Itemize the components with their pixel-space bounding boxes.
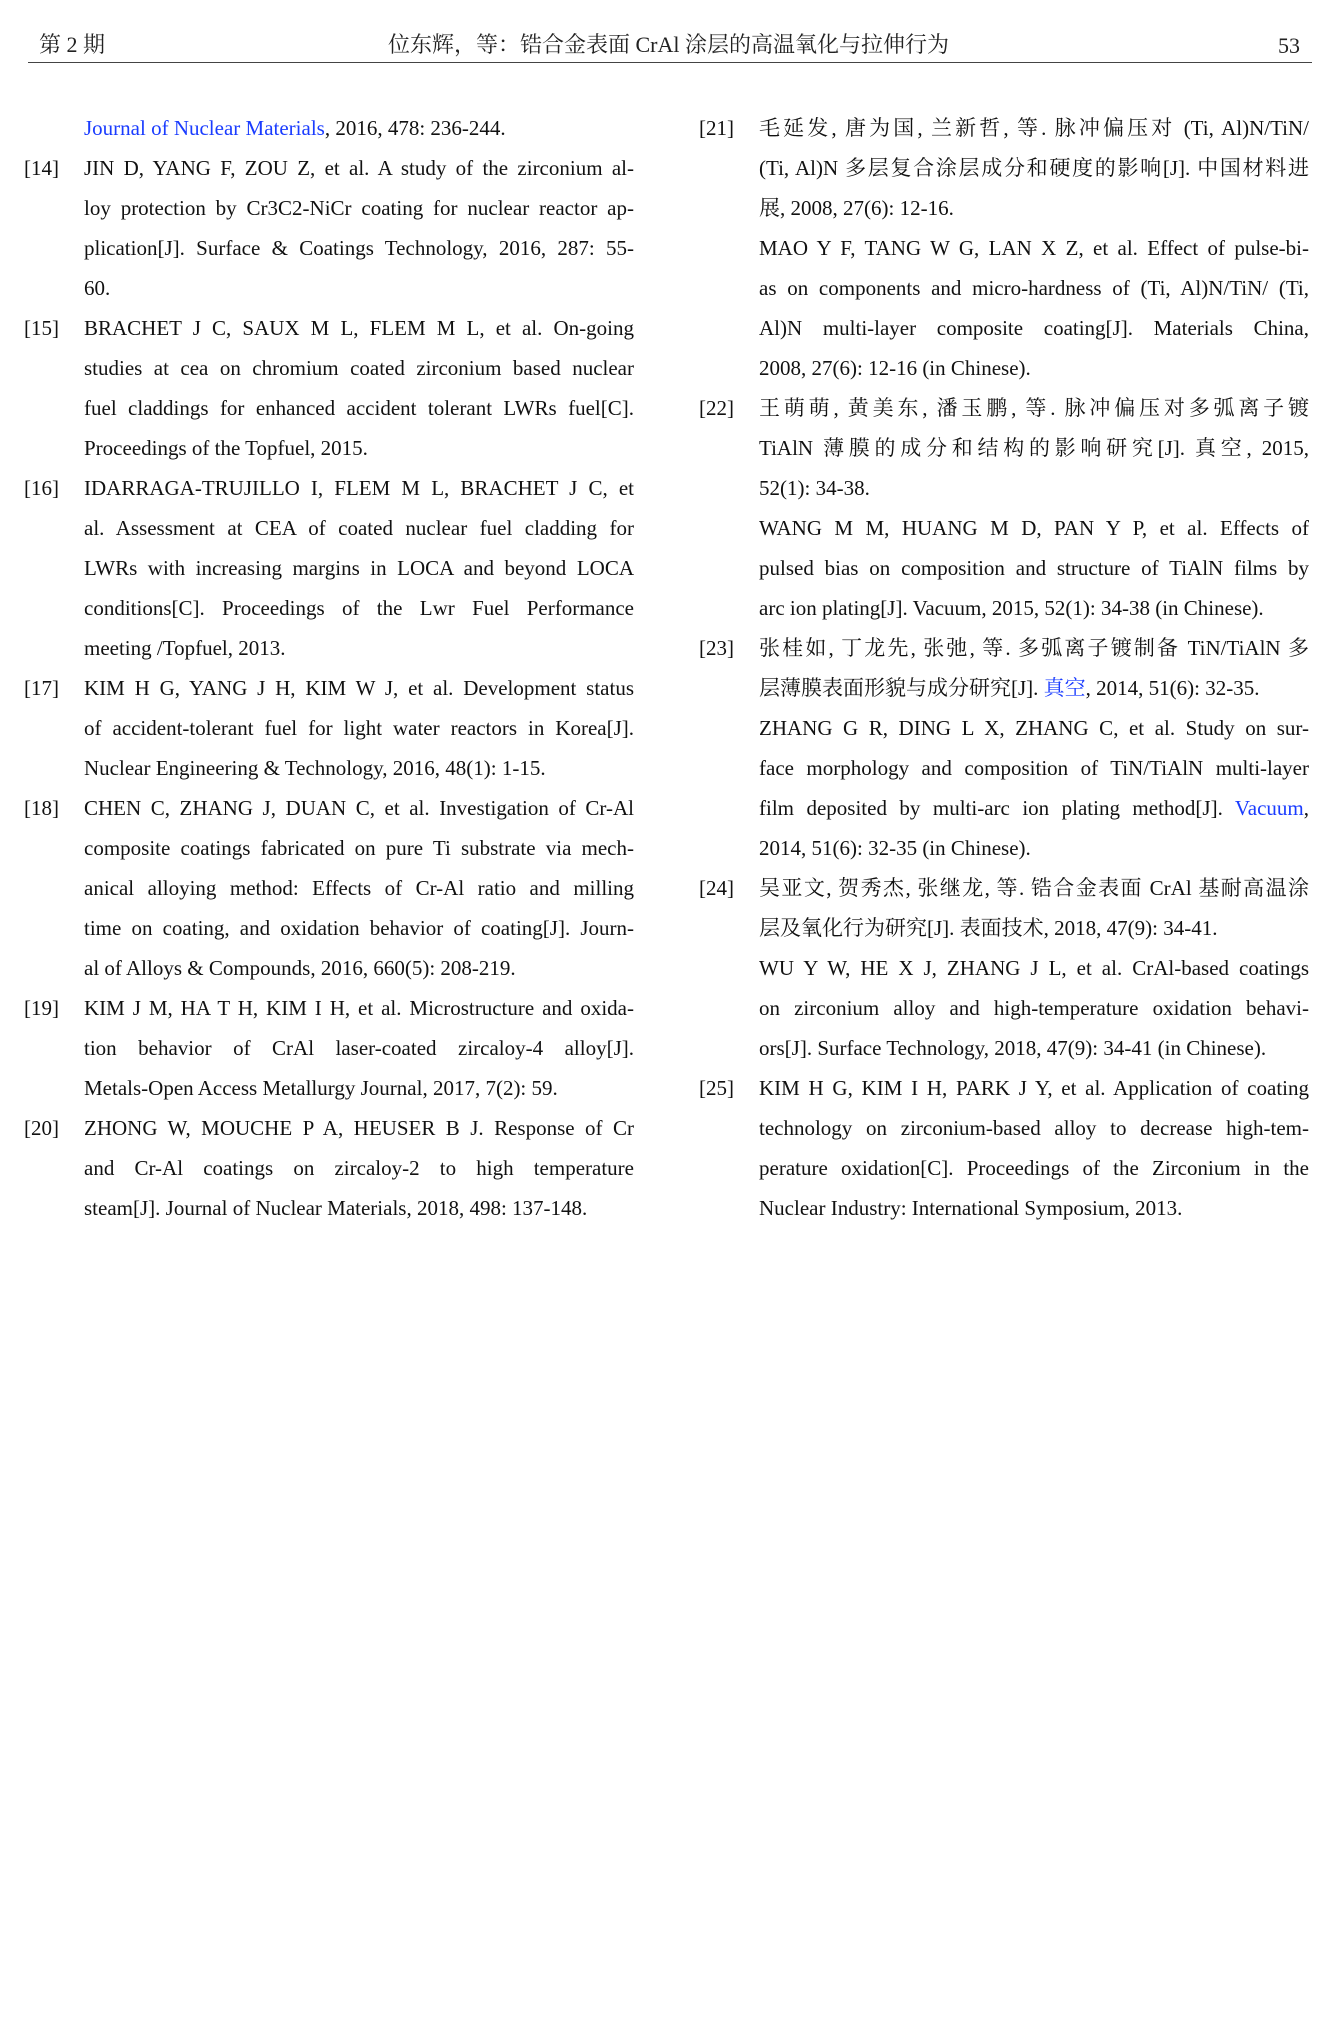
reference-line: fuel claddings for enhanced accident tolerant LWRs fuel[C]. [84,396,634,420]
running-title: 位东辉，等：锆合金表面 CrAl 涂层的高温氧化与拉伸行为 [388,32,950,57]
reference-text: , 2014, 51(6): 32-35. [1085,676,1260,700]
journal-link[interactable]: Vacuum [1234,796,1304,820]
reference-line: and Cr-Al coatings on zircaloy-2 to high temperature [84,1156,634,1180]
reference-line: steam[J]. Journal of Nuclear Materials, 2018, 498: 137-148. [84,1196,588,1220]
reference-line: BRACHET J C, SAUX M L, FLEM M L, et al. On-going [84,316,634,340]
reference-line: loy protection by Cr3C2-NiCr coating for nuclear reactor ap- [84,196,634,220]
reference-line: 2008, 27(6): 12-16 (in Chinese). [759,356,1031,380]
header-rule [28,62,1312,63]
reference-number: [23] [699,636,734,660]
reference-number: [15] [24,316,59,340]
reference-line: IDARRAGA-TRUJILLO I, FLEM M L, BRACHET J C, et [84,476,634,500]
reference-entry [699,1068,1309,1228]
reference-line: CHEN C, ZHANG J, DUAN C, et al. Investigation of Cr-Al [84,796,634,820]
reference-line: as on components and micro-hardness of (Ti, Al)N/TiN/ (Ti, [759,276,1309,300]
reference-number: [21] [699,116,734,140]
reference-line: JIN D, YANG F, ZOU Z, et al. A study of the zirconium al- [84,156,634,180]
reference-entry [24,308,634,468]
reference-line: 52(1): 34-38. [759,476,870,500]
reference-number: [22] [699,396,734,420]
reference-line: al. Assessment at CEA of coated nuclear fuel cladding for [84,516,634,540]
reference-entry [24,468,634,668]
reference-column-left [24,108,634,1228]
reference-line: (Ti, Al)N 多层复合涂层成分和硬度的影响[J]. 中国材料进 [759,156,1309,180]
reference-entry [699,108,1309,388]
reference-entry [24,788,634,988]
reference-entry [24,108,634,148]
reference-line: WU Y W, HE X J, ZHANG J L, et al. CrAl-based coatings [759,956,1309,980]
reference-line: pulsed bias on composition and structure of TiAlN films by [759,556,1309,580]
reference-line: 吴亚文, 贺秀杰, 张继龙, 等. 锆合金表面 CrAl 基耐高温涂 [759,876,1309,900]
reference-line: 张桂如, 丁龙先, 张弛, 等. 多弧离子镀制备 TiN/TiAlN 多 [759,636,1309,660]
reference-line: tion behavior of CrAl laser-coated zircaloy-4 alloy[J]. [84,1036,634,1060]
reference-line: ZHANG G R, DING L X, ZHANG C, et al. Study on sur- [759,716,1309,740]
reference-number: [14] [24,156,59,180]
reference-line: anical alloying method: Effects of Cr-Al ratio and milling [84,876,634,900]
reference-line: on zirconium alloy and high-temperature oxidation behavi- [759,996,1309,1020]
reference-line [759,788,1309,828]
reference-text: 层薄膜表面形貌与成分研究[J]. [759,676,1044,700]
reference-entry [24,988,634,1108]
reference-text: , [1303,796,1309,820]
reference-line: WANG M M, HUANG M D, PAN Y P, et al. Effects of [759,516,1309,540]
reference-number: [19] [24,996,59,1020]
reference-line: Proceedings of the Topfuel, 2015. [84,436,368,460]
reference-line: Nuclear Engineering & Technology, 2016, 48(1): 1-15. [84,756,546,780]
reference-number: [25] [699,1076,734,1100]
reference-line: face morphology and composition of TiN/TiAlN multi-layer [759,756,1309,780]
reference-line: KIM H G, KIM I H, PARK J Y, et al. Application of coating [759,1076,1309,1100]
reference-line: LWRs with increasing margins in LOCA and beyond LOCA [84,556,634,580]
reference-line: 毛延发, 唐为国, 兰新哲, 等. 脉冲偏压对 (Ti, Al)N/TiN/ [759,116,1309,140]
reference-line: 王萌萌, 黄美东, 潘玉鹏, 等. 脉冲偏压对多弧离子镀 [759,396,1309,420]
reference-line: KIM J M, HA T H, KIM I H, et al. Microstructure and oxida- [84,996,634,1020]
journal-link[interactable]: 真空 [1043,676,1086,700]
reference-line [84,108,634,148]
reference-entry [24,148,634,308]
reference-number: [20] [24,1116,59,1140]
reference-number: [24] [699,876,734,900]
reference-text: film deposited by multi-arc ion plating method[J]. [759,796,1235,820]
reference-entry [24,1108,634,1228]
reference-number: [16] [24,476,59,500]
issue-number: 第 2 期 [39,32,106,57]
reference-entry [699,868,1309,1068]
reference-column-right [699,108,1309,1228]
reference-line: 60. [84,276,111,300]
reference-number: [17] [24,676,59,700]
reference-line: of accident-tolerant fuel for light water reactors in Korea[J]. [84,716,634,740]
reference-text: , 2016, 478: 236-244. [324,116,506,140]
reference-line: arc ion plating[J]. Vacuum, 2015, 52(1): 34-38 (in Chinese). [759,596,1264,620]
page-number: 53 [1278,33,1300,58]
reference-line: perature oxidation[C]. Proceedings of the Zirconium in the [759,1156,1309,1180]
reference-line: studies at cea on chromium coated zirconium based nuclear [84,356,634,380]
reference-line: Metals-Open Access Metallurgy Journal, 2017, 7(2): 59. [84,1076,558,1100]
reference-line: meeting /Topfuel, 2013. [84,636,286,660]
reference-line: Al)N multi-layer composite coating[J]. Materials China, [759,316,1309,340]
reference-line: ors[J]. Surface Technology, 2018, 47(9): 34-41 (in Chinese). [759,1036,1267,1060]
reference-line [759,668,1309,708]
reference-line: al of Alloys & Compounds, 2016, 660(5): 208-219. [84,956,516,980]
running-header [0,0,1330,64]
reference-line: technology on zirconium-based alloy to decrease high-tem- [759,1116,1309,1140]
reference-line: Nuclear Industry: International Symposium, 2013. [759,1196,1183,1220]
reference-line: conditions[C]. Proceedings of the Lwr Fuel Performance [84,596,634,620]
reference-entry [699,388,1309,628]
reference-line: 层及氧化行为研究[J]. 表面技术, 2018, 47(9): 34-41. [759,916,1218,940]
reference-line: KIM H G, YANG J H, KIM W J, et al. Development status [84,676,634,700]
reference-entry [24,668,634,788]
reference-line: MAO Y F, TANG W G, LAN X Z, et al. Effect of pulse-bi- [759,236,1309,260]
reference-line: composite coatings fabricated on pure Ti substrate via mech- [84,836,634,860]
reference-line: ZHONG W, MOUCHE P A, HEUSER B J. Response of Cr [84,1116,634,1140]
journal-link[interactable]: Journal of Nuclear Materials [84,116,325,140]
reference-line: TiAlN 薄膜的成分和结构的影响研究[J]. 真空, 2015, [759,436,1309,460]
reference-line: 展, 2008, 27(6): 12-16. [759,196,954,220]
reference-number: [18] [24,796,59,820]
reference-line: 2014, 51(6): 32-35 (in Chinese). [759,836,1031,860]
reference-entry [699,628,1309,868]
reference-line: time on coating, and oxidation behavior of coating[J]. Journ- [84,916,634,940]
reference-line: plication[J]. Surface & Coatings Technology, 2016, 287: 55- [84,236,634,260]
